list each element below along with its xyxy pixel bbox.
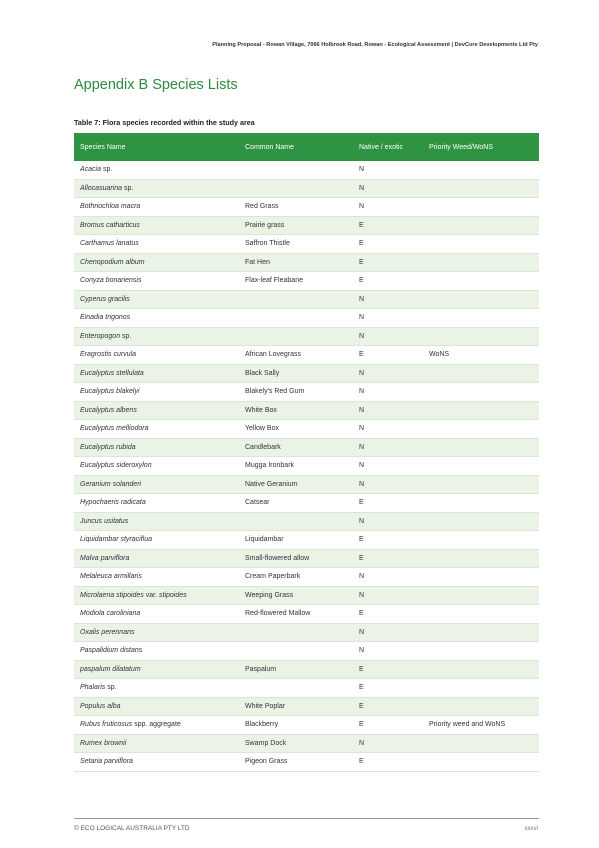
running-header: Planning Proposal - Rowan Village, 7066 Holbrook Road, Rowan - Ecological Assessment | DevCore Developments Ltd Pty	[212, 42, 538, 48]
native-exotic-cell: E	[353, 660, 423, 679]
scientific-name: Juncus usitatus	[80, 517, 129, 525]
species-name-cell	[74, 642, 239, 661]
priority-weed-cell	[423, 623, 539, 642]
scientific-name: Geranium solanderi	[80, 480, 142, 488]
table-row	[74, 438, 539, 457]
name-qualifier: sp.	[120, 332, 132, 340]
native-exotic-cell: N	[353, 383, 423, 402]
native-exotic-cell: N	[353, 420, 423, 439]
priority-weed-cell	[423, 679, 539, 698]
table-row	[74, 568, 539, 587]
name-qualifier: spp. aggregate	[132, 721, 181, 729]
species-name-cell	[74, 660, 239, 679]
scientific-name: Rumex brownii	[80, 739, 127, 747]
species-name-cell	[74, 290, 239, 309]
column-header-priority-weed: Priority Weed/WoNS	[423, 133, 539, 161]
native-exotic-cell: N	[353, 457, 423, 476]
column-header-species-name: Species Name	[74, 133, 239, 161]
native-exotic-cell: N	[353, 586, 423, 605]
species-name-cell	[74, 364, 239, 383]
table-row	[74, 327, 539, 346]
native-exotic-cell: E	[353, 716, 423, 735]
common-name-cell: Fat Hen	[239, 253, 353, 272]
species-name-cell	[74, 623, 239, 642]
species-name-cell	[74, 605, 239, 624]
table-row	[74, 383, 539, 402]
species-name-cell	[74, 198, 239, 217]
species-name-cell	[74, 734, 239, 753]
native-exotic-cell: N	[353, 438, 423, 457]
table-row	[74, 272, 539, 291]
table-caption: Table 7: Flora species recorded within the study area	[74, 118, 255, 127]
species-name-cell	[74, 679, 239, 698]
scientific-name: Rubus fruticosus	[80, 721, 133, 729]
priority-weed-cell	[423, 642, 539, 661]
scientific-name: Modiola caroliniana	[80, 610, 141, 618]
native-exotic-cell: E	[353, 531, 423, 550]
species-name-cell	[74, 309, 239, 328]
page-number: xxxvi	[524, 826, 538, 832]
common-name-cell: Blakely's Red Gum	[239, 383, 353, 402]
priority-weed-cell	[423, 605, 539, 624]
priority-weed-cell	[423, 198, 539, 217]
common-name-cell	[239, 327, 353, 346]
scientific-name: paspalum dilatatum	[80, 665, 141, 673]
native-exotic-cell: N	[353, 364, 423, 383]
native-exotic-cell: N	[353, 327, 423, 346]
priority-weed-cell	[423, 420, 539, 439]
scientific-name: Eucalyptus stellulata	[80, 369, 144, 377]
common-name-cell: White Poplar	[239, 697, 353, 716]
native-exotic-cell: E	[353, 272, 423, 291]
name-qualifier: var.	[143, 591, 159, 599]
priority-weed-cell	[423, 512, 539, 531]
native-exotic-cell: N	[353, 290, 423, 309]
priority-weed-cell	[423, 531, 539, 550]
priority-weed-cell	[423, 475, 539, 494]
priority-weed-cell	[423, 660, 539, 679]
table-row	[74, 716, 539, 735]
scientific-name: Bothriochloa macra	[80, 203, 141, 211]
table-row	[74, 753, 539, 772]
species-name-cell	[74, 383, 239, 402]
common-name-cell	[239, 512, 353, 531]
priority-weed-cell	[423, 179, 539, 198]
native-exotic-cell: E	[353, 235, 423, 254]
species-name-cell	[74, 346, 239, 365]
species-name-cell	[74, 179, 239, 198]
scientific-name: Eucalyptus blakelyi	[80, 388, 140, 396]
native-exotic-cell: N	[353, 161, 423, 179]
native-exotic-cell: E	[353, 679, 423, 698]
scientific-name: Microlaena stipoides	[80, 591, 144, 599]
page-title: Appendix B Species Lists	[74, 77, 238, 93]
native-exotic-cell: N	[353, 179, 423, 198]
priority-weed-cell	[423, 568, 539, 587]
priority-weed-cell	[423, 586, 539, 605]
native-exotic-cell: E	[353, 346, 423, 365]
scientific-name: Chenopodium album	[80, 258, 145, 266]
table-row	[74, 216, 539, 235]
priority-weed-cell	[423, 272, 539, 291]
table-row	[74, 642, 539, 661]
species-name-cell	[74, 475, 239, 494]
scientific-name: Eucalyptus sideroxylon	[80, 462, 152, 470]
priority-weed-cell: WoNS	[423, 346, 539, 365]
common-name-cell	[239, 179, 353, 198]
priority-weed-cell	[423, 290, 539, 309]
scientific-name: Eragrostis curvula	[80, 351, 137, 359]
species-name-cell	[74, 216, 239, 235]
native-exotic-cell: E	[353, 549, 423, 568]
priority-weed-cell	[423, 549, 539, 568]
table-row	[74, 457, 539, 476]
common-name-cell: Swamp Dock	[239, 734, 353, 753]
common-name-cell: Flax-leaf Fleabane	[239, 272, 353, 291]
priority-weed-cell	[423, 327, 539, 346]
native-exotic-cell: E	[353, 697, 423, 716]
scientific-name-infraspecific: stipoides	[159, 591, 187, 599]
table-row	[74, 494, 539, 513]
species-name-cell	[74, 401, 239, 420]
species-name-cell	[74, 586, 239, 605]
native-exotic-cell: N	[353, 512, 423, 531]
table-row	[74, 679, 539, 698]
priority-weed-cell	[423, 383, 539, 402]
common-name-cell: Paspalum	[239, 660, 353, 679]
scientific-name: Populus alba	[80, 702, 121, 710]
scientific-name: Allocasuarina	[80, 184, 123, 192]
common-name-cell	[239, 309, 353, 328]
species-name-cell	[74, 494, 239, 513]
species-name-cell	[74, 716, 239, 735]
table-row	[74, 235, 539, 254]
native-exotic-cell: E	[353, 253, 423, 272]
scientific-name: Enteropogon	[80, 332, 121, 340]
species-name-cell	[74, 549, 239, 568]
scientific-name: Liquidambar styraciflua	[80, 536, 152, 544]
native-exotic-cell: N	[353, 309, 423, 328]
scientific-name: Paspalidium distans	[80, 647, 143, 655]
common-name-cell: Black Sally	[239, 364, 353, 383]
priority-weed-cell	[423, 438, 539, 457]
footer-copyright: © ECO LOGICAL AUSTRALIA PTY LTD	[74, 825, 190, 832]
table-row	[74, 346, 539, 365]
priority-weed-cell: Priority weed and WoNS	[423, 716, 539, 735]
species-name-cell	[74, 327, 239, 346]
table-row	[74, 309, 539, 328]
common-name-cell: Red Grass	[239, 198, 353, 217]
table-row	[74, 531, 539, 550]
name-qualifier: sp.	[101, 166, 113, 174]
scientific-name: Setaria parviflora	[80, 758, 133, 766]
common-name-cell: Saffron Thistle	[239, 235, 353, 254]
species-name-cell	[74, 753, 239, 772]
column-header-common-name: Common Name	[239, 133, 353, 161]
table-row	[74, 734, 539, 753]
native-exotic-cell: N	[353, 568, 423, 587]
table-row	[74, 512, 539, 531]
table-row	[74, 697, 539, 716]
priority-weed-cell	[423, 401, 539, 420]
common-name-cell: Small-flowered allow	[239, 549, 353, 568]
common-name-cell	[239, 679, 353, 698]
species-name-cell	[74, 161, 239, 179]
common-name-cell: Native Geranium	[239, 475, 353, 494]
table-row	[74, 623, 539, 642]
species-name-cell	[74, 568, 239, 587]
name-qualifier: sp.	[105, 684, 117, 692]
table-row	[74, 364, 539, 383]
scientific-name: Carthamus lanatus	[80, 240, 139, 248]
priority-weed-cell	[423, 235, 539, 254]
scientific-name: Oxalis perennans	[80, 628, 135, 636]
table-row	[74, 290, 539, 309]
priority-weed-cell	[423, 253, 539, 272]
table-row	[74, 586, 539, 605]
scientific-name: Phalaris	[80, 684, 106, 692]
table-row	[74, 401, 539, 420]
common-name-cell: Weeping Grass	[239, 586, 353, 605]
scientific-name: Bromus catharticus	[80, 221, 140, 229]
priority-weed-cell	[423, 494, 539, 513]
native-exotic-cell: N	[353, 401, 423, 420]
table-row	[74, 605, 539, 624]
common-name-cell: Blackberry	[239, 716, 353, 735]
flora-species-table	[74, 133, 539, 772]
native-exotic-cell: N	[353, 642, 423, 661]
table-row	[74, 420, 539, 439]
species-name-cell	[74, 457, 239, 476]
common-name-cell	[239, 161, 353, 179]
table-body	[74, 161, 539, 771]
priority-weed-cell	[423, 309, 539, 328]
native-exotic-cell: N	[353, 198, 423, 217]
table-row	[74, 660, 539, 679]
scientific-name: Conyza bonariensis	[80, 277, 142, 285]
footer-divider	[74, 818, 539, 819]
species-name-cell	[74, 272, 239, 291]
scientific-name: Eucalyptus albens	[80, 406, 137, 414]
scientific-name: Eucalyptus melliodora	[80, 425, 149, 433]
common-name-cell: Pigeon Grass	[239, 753, 353, 772]
scientific-name: Eucalyptus rubida	[80, 443, 136, 451]
native-exotic-cell: E	[353, 753, 423, 772]
species-name-cell	[74, 697, 239, 716]
common-name-cell	[239, 623, 353, 642]
common-name-cell: Red-flowered Mallow	[239, 605, 353, 624]
species-name-cell	[74, 531, 239, 550]
priority-weed-cell	[423, 697, 539, 716]
common-name-cell: White Box	[239, 401, 353, 420]
native-exotic-cell: E	[353, 494, 423, 513]
species-name-cell	[74, 438, 239, 457]
native-exotic-cell: E	[353, 605, 423, 624]
common-name-cell: Liquidambar	[239, 531, 353, 550]
column-header-native-exotic: Native / exotic	[353, 133, 423, 161]
native-exotic-cell: N	[353, 475, 423, 494]
name-qualifier: sp.	[122, 184, 134, 192]
common-name-cell: Prairie grass	[239, 216, 353, 235]
table-row	[74, 161, 539, 179]
priority-weed-cell	[423, 457, 539, 476]
common-name-cell: Mugga Ironbark	[239, 457, 353, 476]
table-row	[74, 179, 539, 198]
table-row	[74, 475, 539, 494]
common-name-cell: Catsear	[239, 494, 353, 513]
priority-weed-cell	[423, 364, 539, 383]
priority-weed-cell	[423, 753, 539, 772]
table-row	[74, 253, 539, 272]
priority-weed-cell	[423, 734, 539, 753]
native-exotic-cell: E	[353, 216, 423, 235]
species-name-cell	[74, 512, 239, 531]
priority-weed-cell	[423, 216, 539, 235]
priority-weed-cell	[423, 161, 539, 179]
scientific-name: Malva parviflora	[80, 554, 130, 562]
native-exotic-cell: N	[353, 623, 423, 642]
scientific-name: Acacia	[80, 166, 102, 174]
scientific-name: Cyperus gracilis	[80, 295, 130, 303]
common-name-cell	[239, 290, 353, 309]
species-name-cell	[74, 420, 239, 439]
scientific-name: Melaleuca armillaris	[80, 573, 142, 581]
native-exotic-cell: N	[353, 734, 423, 753]
common-name-cell: Candlebark	[239, 438, 353, 457]
table-header-row	[74, 133, 539, 161]
table-row	[74, 198, 539, 217]
common-name-cell: African Lovegrass	[239, 346, 353, 365]
common-name-cell: Yellow Box	[239, 420, 353, 439]
common-name-cell: Cream Paperbark	[239, 568, 353, 587]
common-name-cell	[239, 642, 353, 661]
scientific-name: Hypochaeris radicata	[80, 499, 146, 507]
table-row	[74, 549, 539, 568]
species-name-cell	[74, 253, 239, 272]
species-name-cell	[74, 235, 239, 254]
scientific-name: Einadia trigonos	[80, 314, 131, 322]
